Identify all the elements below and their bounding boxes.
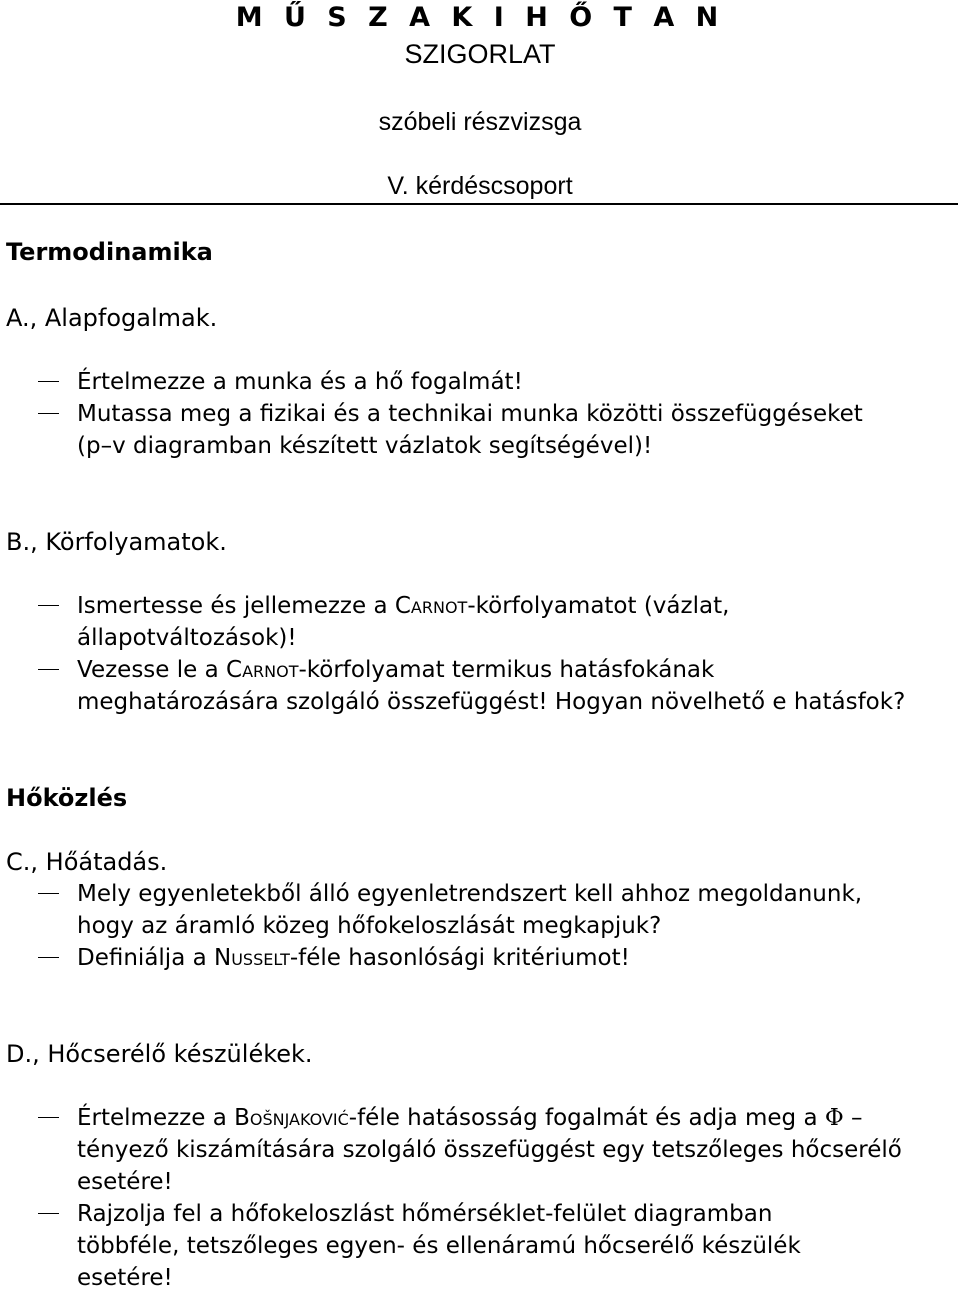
dash-bullet (38, 381, 59, 382)
text-part: -féle hatásosság fogalmát és adja meg a (348, 1105, 825, 1131)
question-text-line-1: Rajzolja fel a hőfokeloszlást hőmérséklet-felület diagramban (77, 1201, 773, 1227)
question-text-line-3: esetére! (77, 1169, 173, 1195)
dash-bullet (38, 605, 59, 606)
section-title-hokozles: Hőközlés (6, 784, 128, 812)
question-c1 (38, 878, 938, 942)
dash-bullet (38, 1117, 59, 1118)
phi-symbol: Φ (824, 1105, 844, 1131)
section-title-termodinamika: Termodinamika (6, 238, 213, 266)
text-part: – (843, 1105, 863, 1131)
question-text-line-2: állapotváltozások)! (77, 625, 297, 651)
dash-bullet (38, 669, 59, 670)
dash-bullet (38, 957, 59, 958)
question-c2 (38, 942, 938, 974)
question-text-line-3: esetére! (77, 1265, 173, 1291)
question-text-line-2: tényező kiszámítására szolgáló összefüggést egy tetszőleges hőcserélő (77, 1137, 902, 1163)
exam-title: SZIGORLAT (404, 39, 556, 69)
question-a2 (38, 398, 938, 462)
header-divider (0, 203, 958, 205)
person-name: Nusselt (214, 945, 290, 971)
question-text-line-1 (77, 1102, 938, 1134)
course-title: M Ű S Z A K I H Ő T A N (235, 2, 725, 33)
person-name: Carnot (226, 657, 299, 683)
dash-bullet (38, 893, 59, 894)
person-name: Bošnjaković (234, 1105, 349, 1131)
question-b2 (38, 654, 938, 718)
question-text-line-1: Mely egyenletekből álló egyenletrendszert kell ahhoz megoldanunk, (77, 881, 863, 907)
group-heading-b: B., Körfolyamatok. (6, 528, 227, 556)
text-part: Definiálja a (77, 945, 215, 971)
question-text-line-1 (77, 590, 938, 622)
group-heading-d: D., Hőcserélő készülékek. (6, 1040, 313, 1068)
question-text: Értelmezze a munka és a hő fogalmát! (77, 369, 523, 395)
question-b1 (38, 590, 938, 654)
question-text-line-1: Mutassa meg a fizikai és a technikai munka közötti összefüggéseket (77, 401, 863, 427)
question-text-line-2: meghatározására szolgáló összefüggést! Hogyan növelhető e hatásfok? (77, 689, 906, 715)
question-group-label: V. kérdéscsoport (387, 172, 573, 200)
text-part: -körfolyamat termikus hatásfokának (298, 657, 715, 683)
exam-type: szóbeli részvizsga (378, 108, 582, 136)
group-heading-a: A., Alapfogalmak. (6, 304, 218, 332)
question-d2 (38, 1198, 938, 1294)
text-part: -féle hasonlósági kritériumot! (289, 945, 630, 971)
text-part: Vezesse le a (77, 657, 227, 683)
question-text (77, 942, 938, 974)
text-part: -körfolyamatot (vázlat, (467, 593, 730, 619)
question-a1 (38, 366, 938, 398)
dash-bullet (38, 413, 59, 414)
question-d1 (38, 1102, 938, 1198)
dash-bullet (38, 1213, 59, 1214)
question-text-line-2: (p–v diagramban készített vázlatok segítségével)! (77, 433, 653, 459)
text-part: Ismertesse és jellemezze a (77, 593, 395, 619)
group-heading-c: C., Hőátadás. (6, 848, 168, 876)
question-text-line-2: hogy az áramló közeg hőfokeloszlását megkapjuk? (77, 913, 662, 939)
person-name: Carnot (394, 593, 468, 619)
question-text-line-2: többféle, tetszőleges egyen- és ellenáramú hőcserélő készülék (77, 1233, 801, 1259)
question-text-line-1 (77, 654, 938, 686)
text-part: Értelmezze a (77, 1105, 235, 1131)
